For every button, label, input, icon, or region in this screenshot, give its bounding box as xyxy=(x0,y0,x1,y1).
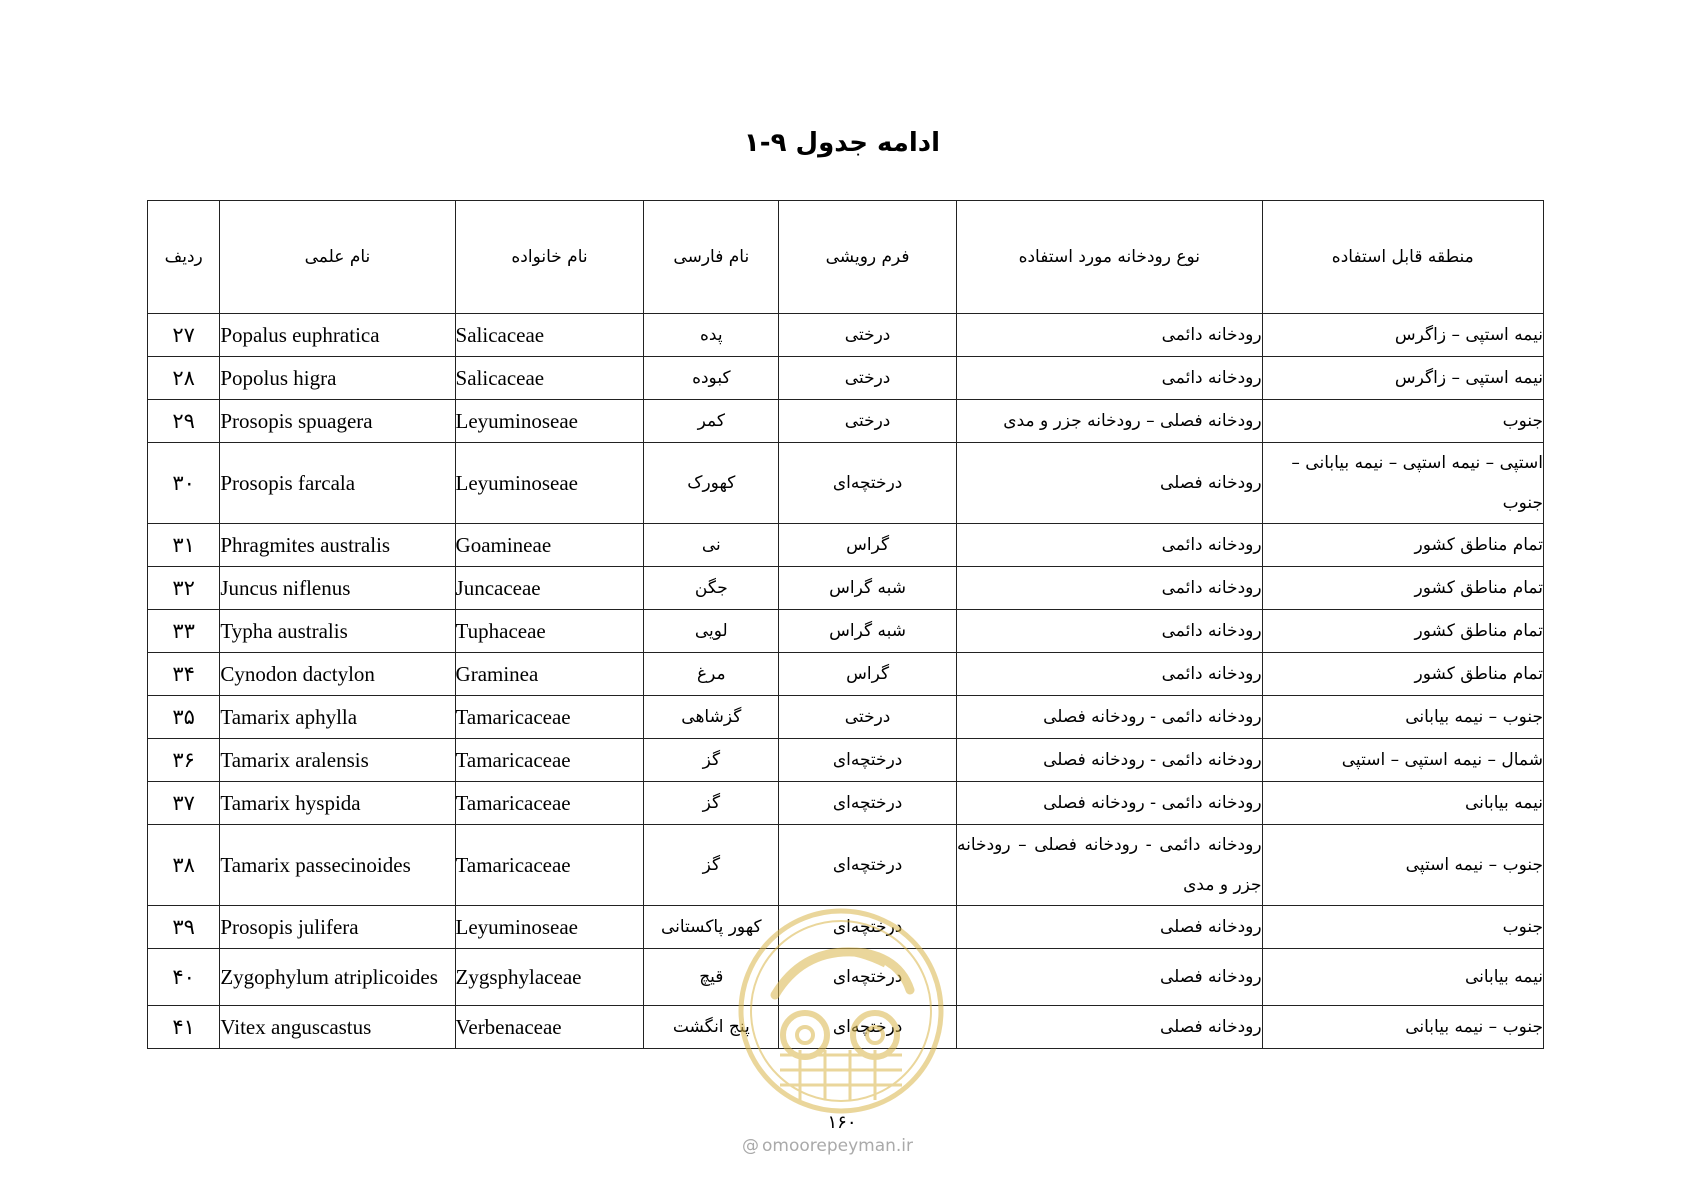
family-name-cell: Tuphaceae xyxy=(455,610,644,653)
family-name-cell: Salicaceae xyxy=(455,314,644,357)
usable-region-cell: جنوب – نیمه استپی xyxy=(1262,825,1543,906)
river-type-cell: رودخانه دائمی - رودخانه فصلی xyxy=(957,739,1263,782)
table-row xyxy=(148,782,1544,825)
table-row xyxy=(148,610,1544,653)
scientific-name-cell: Prosopis farcala xyxy=(220,443,455,524)
river-type-cell: رودخانه دائمی - رودخانه فصلی – رودخانه جزر و مدی xyxy=(957,825,1263,906)
family-name-cell: Leyuminoseae xyxy=(455,906,644,949)
table-row xyxy=(148,443,1544,524)
persian-name-cell: کمر xyxy=(644,400,779,443)
usable-region-cell: نیمه استپی – زاگرس xyxy=(1262,314,1543,357)
growth-form-cell: گراس xyxy=(779,524,957,567)
river-type-cell: رودخانه دائمی xyxy=(957,314,1263,357)
usable-region-cell: نیمه استپی – زاگرس xyxy=(1262,357,1543,400)
usable-region-cell: استپی – نیمه استپی – نیمه بیابانی – جنوب xyxy=(1262,443,1543,524)
column-header-region: منطقه قابل استفاده xyxy=(1262,201,1543,314)
row-number-cell: ۲۷ xyxy=(148,314,220,357)
persian-name-cell: مرغ xyxy=(644,653,779,696)
table-row xyxy=(148,739,1544,782)
growth-form-cell: درختچه‌ای xyxy=(779,739,957,782)
family-name-cell: Tamaricaceae xyxy=(455,696,644,739)
river-type-cell: رودخانه فصلی – رودخانه جزر و مدی xyxy=(957,400,1263,443)
growth-form-cell: درختی xyxy=(779,357,957,400)
row-number-cell: ۳۷ xyxy=(148,782,220,825)
watermark-website-text: omoorepeyman.ir xyxy=(762,1136,914,1156)
table-row xyxy=(148,357,1544,400)
table-row xyxy=(148,314,1544,357)
usable-region-cell: تمام مناطق کشور xyxy=(1262,524,1543,567)
scientific-name-cell: Prosopis julifera xyxy=(220,906,455,949)
scientific-name-cell: Popalus euphratica xyxy=(220,314,455,357)
table-row xyxy=(148,400,1544,443)
river-type-cell: رودخانه دائمی xyxy=(957,524,1263,567)
usable-region-cell: شمال – نیمه استپی – استپی xyxy=(1262,739,1543,782)
scientific-name-cell: Cynodon dactylon xyxy=(220,653,455,696)
growth-form-cell: درختچه‌ای xyxy=(779,825,957,906)
row-number-cell: ۳۴ xyxy=(148,653,220,696)
scientific-name-cell: Phragmites australis xyxy=(220,524,455,567)
family-name-cell: Leyuminoseae xyxy=(455,443,644,524)
river-type-cell: رودخانه فصلی xyxy=(957,443,1263,524)
row-number-cell: ۴۱ xyxy=(148,1006,220,1049)
river-type-cell: رودخانه دائمی xyxy=(957,567,1263,610)
column-header-growth: فرم رویشی xyxy=(779,201,957,314)
growth-form-cell: درختچه‌ای xyxy=(779,1006,957,1049)
persian-name-cell: پده xyxy=(644,314,779,357)
row-number-cell: ۳۲ xyxy=(148,567,220,610)
scientific-name-cell: Popolus higra xyxy=(220,357,455,400)
usable-region-cell: تمام مناطق کشور xyxy=(1262,653,1543,696)
river-type-cell: رودخانه دائمی - رودخانه فصلی xyxy=(957,696,1263,739)
row-number-cell: ۳۳ xyxy=(148,610,220,653)
table-row xyxy=(148,653,1544,696)
growth-form-cell: درختچه‌ای xyxy=(779,949,957,1006)
usable-region-cell: جنوب – نیمه بیابانی xyxy=(1262,1006,1543,1049)
growth-form-cell: درختی xyxy=(779,696,957,739)
usable-region-cell: نیمه بیابانی xyxy=(1262,782,1543,825)
page-number: ۱۶۰ xyxy=(827,1112,857,1133)
table-row xyxy=(148,906,1544,949)
plant-species-table xyxy=(147,200,1544,1049)
growth-form-cell: درختی xyxy=(779,314,957,357)
at-icon: @ xyxy=(742,1136,759,1156)
persian-name-cell: گز xyxy=(644,739,779,782)
persian-name-cell: گزشاهی xyxy=(644,696,779,739)
persian-name-cell: گز xyxy=(644,782,779,825)
scientific-name-cell: Juncus niflenus xyxy=(220,567,455,610)
growth-form-cell: شبه گراس xyxy=(779,610,957,653)
family-name-cell: Tamaricaceae xyxy=(455,782,644,825)
usable-region-cell: تمام مناطق کشور xyxy=(1262,610,1543,653)
row-number-cell: ۲۹ xyxy=(148,400,220,443)
usable-region-cell: تمام مناطق کشور xyxy=(1262,567,1543,610)
scientific-name-cell: Typha australis xyxy=(220,610,455,653)
row-number-cell: ۳۵ xyxy=(148,696,220,739)
persian-name-cell: قیچ xyxy=(644,949,779,1006)
scientific-name-cell: Tamarix hyspida xyxy=(220,782,455,825)
table-row xyxy=(148,825,1544,906)
river-type-cell: رودخانه فصلی xyxy=(957,949,1263,1006)
row-number-cell: ۳۸ xyxy=(148,825,220,906)
family-name-cell: Tamaricaceae xyxy=(455,825,644,906)
row-number-cell: ۳۹ xyxy=(148,906,220,949)
column-header-river: نوع رودخانه مورد استفاده xyxy=(957,201,1263,314)
row-number-cell: ۳۱ xyxy=(148,524,220,567)
scientific-name-cell: Tamarix aralensis xyxy=(220,739,455,782)
usable-region-cell: جنوب xyxy=(1262,906,1543,949)
growth-form-cell: درختچه‌ای xyxy=(779,782,957,825)
persian-name-cell: نی xyxy=(644,524,779,567)
growth-form-cell: شبه گراس xyxy=(779,567,957,610)
growth-form-cell: درختی xyxy=(779,400,957,443)
scientific-name-cell: Tamarix passecinoides xyxy=(220,825,455,906)
usable-region-cell: نیمه بیابانی xyxy=(1262,949,1543,1006)
river-type-cell: رودخانه دائمی xyxy=(957,610,1263,653)
family-name-cell: Zygsphylaceae xyxy=(455,949,644,1006)
growth-form-cell: درختچه‌ای xyxy=(779,906,957,949)
persian-name-cell: گز xyxy=(644,825,779,906)
table-header-row xyxy=(148,201,1544,314)
persian-name-cell: پنج انگشت xyxy=(644,1006,779,1049)
family-name-cell: Tamaricaceae xyxy=(455,739,644,782)
persian-name-cell: جگن xyxy=(644,567,779,610)
growth-form-cell: درختچه‌ای xyxy=(779,443,957,524)
scientific-name-cell: Tamarix aphylla xyxy=(220,696,455,739)
row-number-cell: ۳۰ xyxy=(148,443,220,524)
column-header-persian: نام فارسی xyxy=(644,201,779,314)
table-row xyxy=(148,524,1544,567)
river-type-cell: رودخانه دائمی xyxy=(957,357,1263,400)
river-type-cell: رودخانه فصلی xyxy=(957,1006,1263,1049)
table-row xyxy=(148,949,1544,1006)
column-header-family: نام خانواده xyxy=(455,201,644,314)
table-row xyxy=(148,696,1544,739)
column-header-scientific: نام علمی xyxy=(220,201,455,314)
family-name-cell: Leyuminoseae xyxy=(455,400,644,443)
persian-name-cell: کهور پاکستانی xyxy=(644,906,779,949)
column-header-row: ردیف xyxy=(148,201,220,314)
table-row xyxy=(148,1006,1544,1049)
persian-name-cell: کهورک xyxy=(644,443,779,524)
family-name-cell: Goamineae xyxy=(455,524,644,567)
family-name-cell: Juncaceae xyxy=(455,567,644,610)
persian-name-cell: کبوده xyxy=(644,357,779,400)
watermark-website xyxy=(742,1136,913,1156)
usable-region-cell: جنوب xyxy=(1262,400,1543,443)
river-type-cell: رودخانه فصلی xyxy=(957,906,1263,949)
family-name-cell: Salicaceae xyxy=(455,357,644,400)
river-type-cell: رودخانه دائمی - رودخانه فصلی xyxy=(957,782,1263,825)
scientific-name-cell: Zygophylum atriplicoides xyxy=(220,949,455,1006)
family-name-cell: Graminea xyxy=(455,653,644,696)
scientific-name-cell: Vitex anguscastus xyxy=(220,1006,455,1049)
persian-name-cell: لویی xyxy=(644,610,779,653)
row-number-cell: ۲۸ xyxy=(148,357,220,400)
river-type-cell: رودخانه دائمی xyxy=(957,653,1263,696)
table-title: ادامه جدول ۹-۱ xyxy=(743,128,941,158)
usable-region-cell: جنوب – نیمه بیابانی xyxy=(1262,696,1543,739)
row-number-cell: ۳۶ xyxy=(148,739,220,782)
family-name-cell: Verbenaceae xyxy=(455,1006,644,1049)
row-number-cell: ۴۰ xyxy=(148,949,220,1006)
scientific-name-cell: Prosopis spuagera xyxy=(220,400,455,443)
growth-form-cell: گراس xyxy=(779,653,957,696)
table-row xyxy=(148,567,1544,610)
